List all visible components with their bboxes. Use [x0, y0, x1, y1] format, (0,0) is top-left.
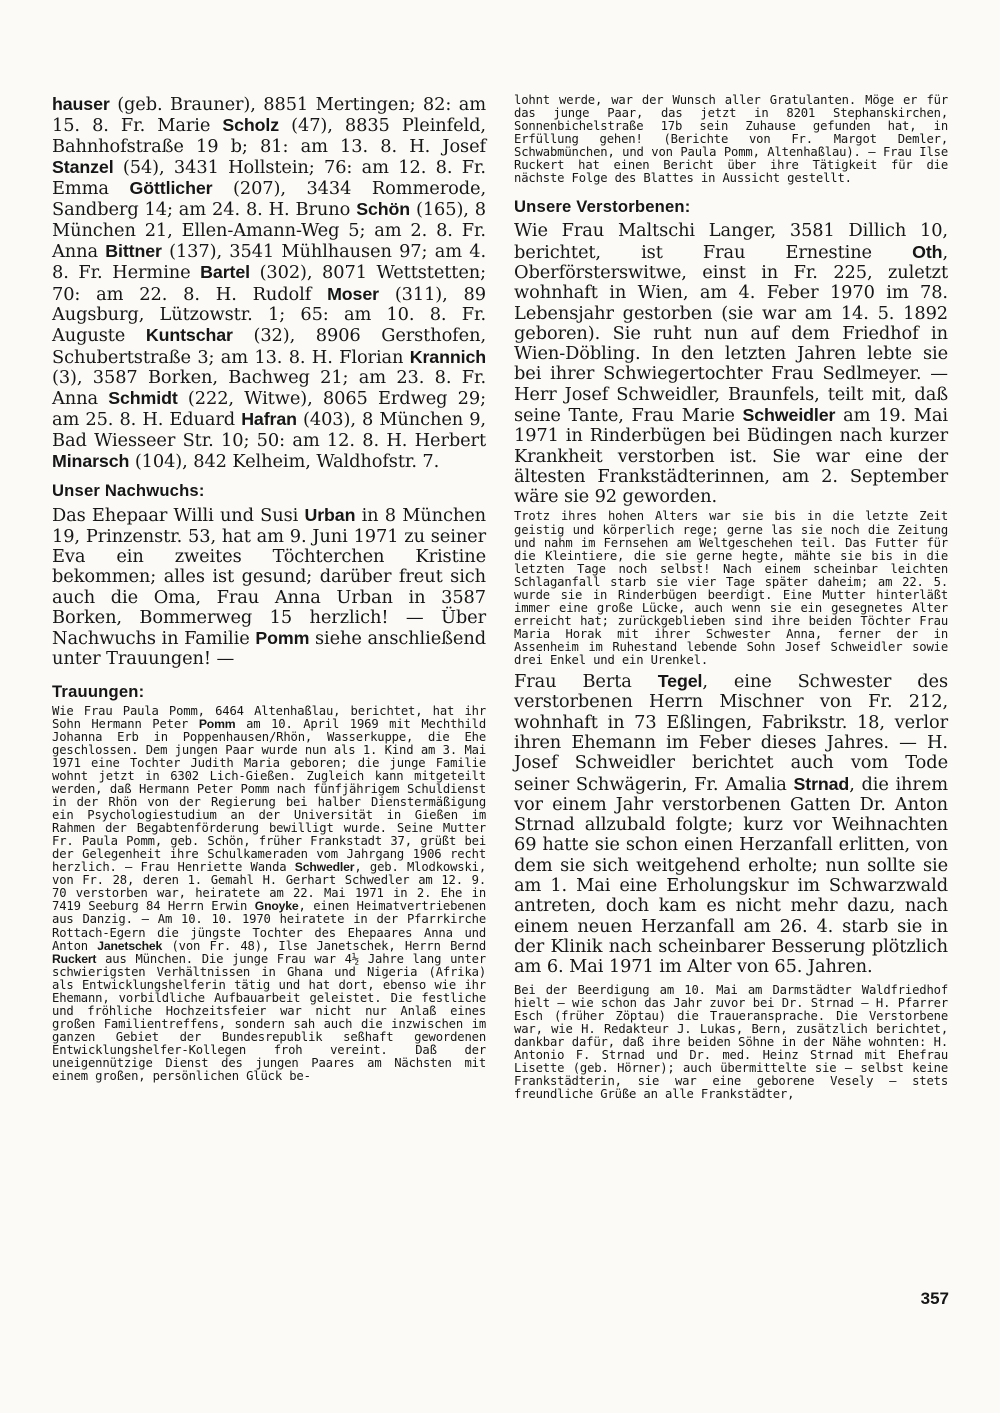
section-heading-trauungen: Trauungen: — [52, 681, 145, 701]
bold-name: Hafran — [241, 409, 297, 430]
text-run: , einen Heimatvertriebenen aus Danzig. — Am 10. 10. 1970 heiratete in der Pfarrkirche Rottach-Egern die jüngste Tochter des Ehepaares Anna und Anton — [52, 899, 487, 953]
bold-name: Göttlicher — [129, 178, 213, 199]
verstorbene-tegel-strnad-paragraph — [514, 671, 948, 977]
bold-name: Schön — [356, 199, 411, 220]
verstorbene-schweidler-detail-paragraph — [514, 510, 948, 667]
text-run: aus München. Die junge Frau war 4½ Jahre lang unter schwierigsten Verhältnissen in Ghana und Nigeria (Afrika) als Entwicklungshelferin tätig und hat dort, ebenso wie ihr Ehemann, vorbildliche Aufbauarbeit geleistet. Die festliche und fröhliche Hochzeitsfeier war nicht nur Anlaß eines großen Familientreffens, sondern sah auch die inzwischen im ganzen Gebiet der Bundesrepublik seßhaft gewordenen Entwicklungshelfer-Kollegen froh vereint. Daß der uneigennützige Dienst des jungen Paares am Nächsten mit einem großen, persönlichen Glück be- — [52, 951, 486, 1084]
text-run: (222, Witwe), 8065 Erdweg 29; am 25. 8. H. Eduard — [52, 388, 486, 431]
bold-name: Pomm — [255, 628, 310, 649]
text-run: am 10. April 1969 mit Mechthild Johanna Erb in Poppenhausen/Rhön, Wasserkuppe, die Ehe geschlossen. Dem jungen Paar wurde nun als 1. Kind am 3. Mai 1971 eine Tochter Judith Maria geboren; die junge Familie wohnt jetzt in 6302 Lich-Gießen. Zugleich kann mitgeteilt werden, daß Hermann Peter Pomm nach fünfjährigem Schuldienst in der Rhön von der Regierung bei halber Dienstermäßigung ein Psychologiestudium an der Universität in Gießen im Rahmen der Begabtenförderung bewilligt wurde. Seine Mutter Fr. Paula Pomm, geb. Schön, früher Frankstadt 37, grüßt bei der Gelegenheit ihre Schulkameraden vom Jahrgang 1906 recht herzlich. — Frau Henriette Wanda — [52, 716, 487, 875]
text-run: , Oberförsterswitwe, einst in Fr. 225, zuletzt wohnhaft in Wien, am 4. Feber 1970 im 78. Lebensjahr gestorben (sie war am 14. 5. 1892 geboren). Sie ruht nun auf dem Friedhof in Wien-Döbling. In den letzten Jahren lebte sie bei ihrer Schwiegertochter Frau Sedlmeyer. — Herr Josef Schweidler, Braunfels, teilt mit, daß seine Tante, Frau Marie — [514, 241, 948, 426]
bold-name: Bittner — [105, 241, 162, 262]
beerdigung-paragraph — [514, 984, 948, 1101]
nachwuchs-paragraph — [52, 505, 486, 669]
birthday-list-paragraph — [52, 94, 486, 472]
bold-name: Schwedler — [294, 860, 355, 875]
text-run: Bei der Beerdigung am 10. Mai am Darmstädter Waldfriedhof hielt — wie schon das Jahr zuvor bei Dr. Strnad — H. Pfarrer Esch (früher Zöptau) die Traueransprache. Die Verstorbene war, wie H. Redakteur J. Lukas, Bern, zusätzlich berichtet, dankbar dafür, daß ihre beiden Söhne in der Nähe wohnten: H. Antonio F. Strnad und Dr. med. Heinz Strnad mit Ehefrau Lisette (geb. Hörner); auch übermittelte sie — selbst keine Frankstädterin, sie war eine geborene Vesely — stets freundliche Grüße an alle Frankstädter, — [514, 982, 948, 1101]
verstorbene-oth-paragraph — [514, 221, 948, 507]
bold-name: Schmidt — [108, 388, 178, 409]
text-run: , geb. Mlodkowski, von Fr. 28, deren 1. Gemahl H. Gerhart Schwedler am 12. 9. 70 verstorben war, heiratete am 22. Mai 1971 in 2. Ehe in 7419 Seeburg 84 Herrn Erwin — [52, 860, 487, 914]
trauungen-paragraph — [52, 705, 486, 1083]
left-column — [52, 94, 486, 1083]
bold-name: Janetschek — [97, 938, 163, 953]
text-run: (32), 8906 Gersthofen, Schubertstraße 3; am 13. 8. H. Florian — [52, 325, 486, 368]
text-run: (geb. Brauner), 8851 Mertingen; 82: am 15. 8. Fr. Marie — [52, 94, 486, 137]
text-run: (54), 3431 Hollstein; 76: am 12. 8. Fr. Emma — [52, 156, 486, 200]
text-run: Frau Berta — [514, 671, 658, 693]
text-run: , die ihrem vor einem Jahr verstorbenen Gatten Dr. Anton Strnad allzubald folgte; kurz vor Weihnachten 69 hatte sie schon einen Herzanfall erlitten, von dem sie sich weitgehend erholte; nun sollte sie am 1. Mai eine Erholungskur im Schwarzwald antreten, doch kam es nicht mehr dazu, nach einem neuen Herzanfall am 26. 4. starb sie in der Klinik nach scheinbarer Besserung plötzlich am 6. Mai 1971 im Alter von 65. Jahren. — [514, 773, 948, 978]
trauungen-continued-paragraph — [514, 94, 948, 185]
page-number: 357 — [920, 1289, 949, 1308]
bold-name: Schweidler — [742, 405, 836, 425]
bold-name: Bartel — [200, 262, 250, 283]
right-column — [514, 94, 948, 1101]
text-run: Trotz ihres hohen Alters war sie bis in die letzte Zeit geistig und körperlich rege; gerne las sie noch die Zeitung und nahm im Fernsehen am Weltgeschehen teil. Das Futter für die Kleintiere, die sie gerne hegte, mähte sie bis in die letzten Tage noch selbst! Nach einem scheinbar leichten Schlaganfall starb sie vier Tage später daheim; am 22. 5. wurde sie in Rinderbügen beerdigt. Eine Mutter hinterläßt immer eine große Lücke, auch wenn sie ein gesegnetes Alter erreicht hat; zurückgeblieben sind ihre beiden Töchter Frau Maria Horak mit ihrer Schwester Anna, ferner der in Assenheim im Ruhestand lebende Sohn Josef Schweidler sowie drei Enkel und ein Urenkel. — [514, 509, 948, 667]
text-run: (47), 8835 Pleinfeld, Bahnhofstraße 19 b; 81: am 13. 8. H. Josef — [52, 115, 486, 157]
text-run: siehe anschließend unter Trauungen! — — [52, 628, 486, 670]
bold-name: Kuntschar — [145, 325, 233, 346]
bold-name: hauser — [52, 94, 110, 114]
text-run: (von Fr. 48), Ilse Janetschek, Herrn Bernd — [162, 938, 487, 953]
text-run: (302), 8071 Wettstetten; 70: am 22. 8. H. Rudolf — [52, 262, 486, 305]
section-heading-nachwuchs: Unser Nachwuchs: — [52, 481, 205, 501]
text-run: (104), 842 Kelheim, Waldhofstr. 7. — [129, 451, 440, 473]
bold-name: Urban — [304, 505, 356, 526]
text-run: (403), 8 München 9, Bad Wiesseer Str. 10; 50: am 12. 8. H. Herbert — [52, 409, 486, 451]
text-run: Wie Frau Maltschi Langer, 3581 Dillich 10, berichtet, ist Frau Ernestine — [514, 220, 948, 263]
text-run: Wie Frau Paula Pomm, 6464 Altenhaßlau, berichtet, hat ihr Sohn Hermann Peter — [52, 703, 486, 731]
bold-name: Gnoyke — [254, 899, 299, 914]
text-run: (207), 3434 Rommerode, Sandberg 14; am 24. 8. H. Bruno — [52, 178, 486, 221]
bold-name: Scholz — [222, 115, 280, 136]
bold-name: Minarsch — [52, 451, 130, 472]
text-run: lohnt werde, war der Wunsch aller Gratulanten. Möge er für das junge Paar, das jetzt in 8201 Stephanskirchen, Sonnenbichelstraße 17b sein Zuhause gefunden hat, in Erfüllung gehen! (Berichte von Fr. Margot Demler, Schwabmünchen, und von Paula Pomm, Altenhaßlau). — Frau Ilse Ruckert hat einen Bericht über ihre Tätigkeit für die nächste Folge des Blattes in Aussicht gestellt. — [514, 93, 948, 186]
bold-name: Tegel — [657, 671, 703, 692]
text-run: (165), 8 München 21, Ellen-Amann-Weg 5; am 2. 8. Fr. Anna — [52, 199, 486, 263]
text-run: in 8 München 19, Prinzenstr. 53, hat am 9. Juni 1971 zu seiner Eva ein zweites Töchterchen Kristine bekommen; alles ist gesund; darüber freut sich auch die Oma, Frau Anna Urban in 3587 Borken, Bommerweg 15 herzlich! — Über Nachwuchs in Familie — [52, 505, 486, 650]
bold-name: Moser — [327, 283, 379, 304]
bold-name: Ruckert — [52, 951, 97, 966]
section-heading-verstorbenen: Unsere Verstorbenen: — [514, 197, 691, 217]
text-run: (311), 89 Augsburg, Lützowstr. 1; 65: am 10. 8. Fr. Auguste — [52, 283, 486, 347]
bold-name: Stanzel — [52, 156, 114, 177]
text-run: am 19. Mai 1971 in Rinderbügen bei Büdingen nach kurzer Krankheit verstorben ist. Sie war eine der ältesten Frankstädterinnen, am 2. September wäre sie 92 geworden. — [514, 405, 948, 508]
bold-name: Oth — [912, 241, 943, 262]
bold-name: Strnad — [793, 773, 850, 794]
text-run: (137), 3541 Mühlhausen 97; am 4. 8. Fr. Hermine — [52, 241, 486, 284]
text-run: (3), 3587 Borken, Bachweg 21; am 23. 8. Fr. Anna — [52, 366, 486, 410]
text-run: Das Ehepaar Willi und Susi — [52, 505, 305, 527]
text-run: , eine Schwester des verstorbenen Herrn Mischner von Fr. 212, wohnhaft in 73 Eßlingen, Fabrikstr. 18, verlor ihren Ehemann im Feber dieses Jahres. — H. Josef Schweidler berichtet auch vom Tode seiner Schwägerin, Fr. Amalia — [514, 671, 949, 795]
bold-name: Krannich — [409, 346, 486, 367]
bold-name: Pomm — [198, 716, 236, 731]
